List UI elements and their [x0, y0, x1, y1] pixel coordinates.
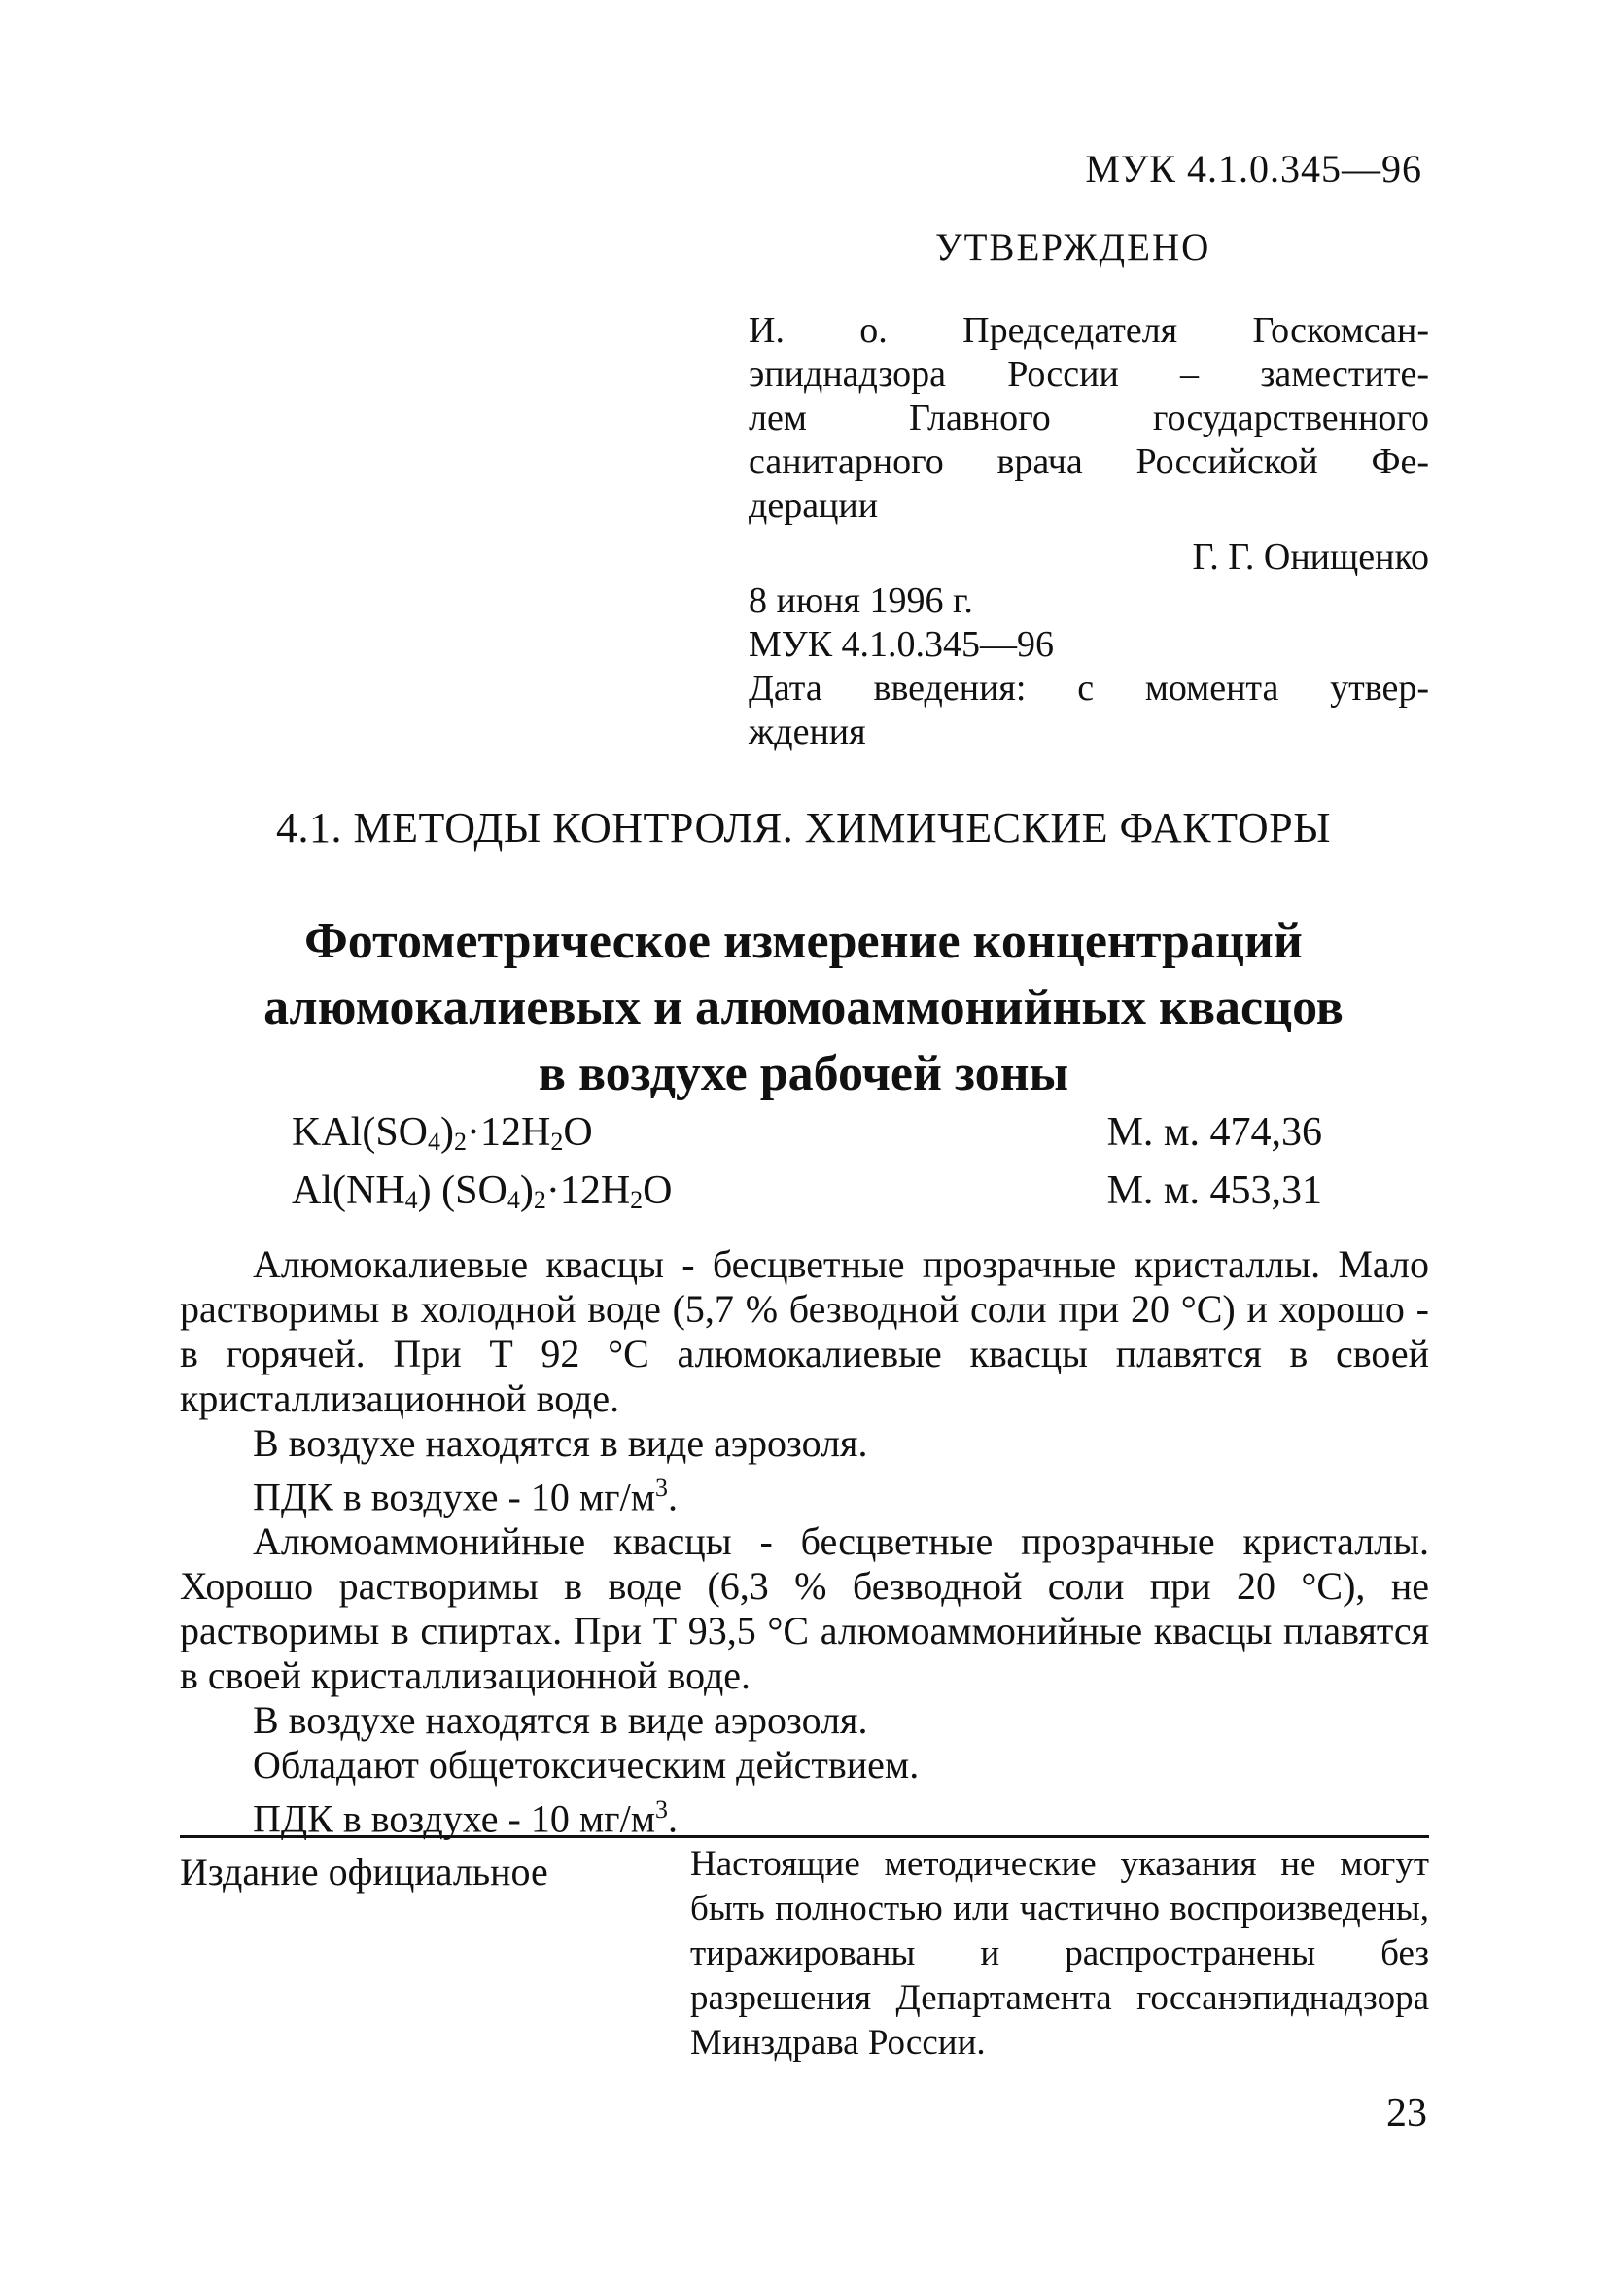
paragraph: В воздухе находятся в виде аэрозоля.	[253, 1698, 868, 1743]
paragraph: Алюмокалиевые квасцы - бесцветные прозрачные кристаллы. Мало растворимы в холодной воде (5,7 % безводной соли при 20 °C) и хорошо - в горячей. При Т 92 °C алюмокалиевые квасцы плавятся в своей кристаллизационной воде.	[180, 1242, 1429, 1420]
formula-row	[292, 1108, 1322, 1166]
approved-label: УТВЕРЖДЕНО	[935, 226, 1211, 268]
signer-name: Г. Г. Онищенко	[1192, 537, 1429, 577]
formula-list	[292, 1108, 1322, 1225]
paragraph: В воздухе находятся в виде аэрозоля.	[253, 1421, 868, 1465]
body-text	[180, 1242, 1429, 1842]
document-code-repeat: МУК 4.1.0.345—96	[749, 624, 1055, 665]
molecular-mass: М. м. 474,36	[1106, 1110, 1322, 1155]
paragraph-pdk: ПДК в воздухе - 10 $мг/м^3$.	[253, 1474, 679, 1519]
approval-date: 8 июня 1996 г.	[749, 580, 973, 621]
paragraph-pdk: ПДК в воздухе - 10 $мг/м^3$.	[253, 1795, 679, 1841]
intro-date-line: Дата введения: с момента утвер-	[749, 668, 1429, 709]
molecular-mass: М. м. 453,31	[1106, 1168, 1322, 1213]
paragraph: Обладают общетоксическим действием.	[253, 1743, 920, 1788]
footer-divider	[180, 1835, 1429, 1838]
section-heading: 4.1. МЕТОДЫ КОНТРОЛЯ. ХИМИЧЕСКИЕ ФАКТОРЫ	[275, 804, 1332, 852]
paragraph: Алюмоаммонийные квасцы - бесцветные прозрачные кристаллы. Хорошо растворимы в воде (6,3 % безводной соли при 20 °C), не растворимы в спиртах. При Т 93,5 °C алюмоаммонийные квасцы плавятся в своей кристаллизационной воде.	[180, 1519, 1429, 1698]
chemical-formula: $Al(NH_4)$ $(SO_4)_2\cdot 12H_2O$	[292, 1168, 673, 1214]
title-line: в воздухе рабочей зоны	[538, 1046, 1069, 1101]
document-code: МУК 4.1.0.345—96	[1085, 147, 1422, 191]
approval-line: И. о. Председателя Госкомсан-	[749, 310, 1429, 351]
formula-row	[292, 1166, 1322, 1225]
approval-line: дерации	[749, 485, 879, 526]
approval-line: эпиднадзора России – заместите-	[749, 354, 1429, 395]
approval-block	[749, 309, 1429, 754]
title-line: Фотометрическое измерение концентраций	[304, 914, 1303, 969]
approval-line: санитарного врача Российской Фе-	[749, 441, 1429, 482]
page-number: 23	[1386, 2091, 1427, 2136]
document-title	[0, 909, 1607, 1107]
approval-line: лем Главного государственного	[749, 398, 1429, 438]
copyright-notice: Настоящие методические указания не могут быть полностью или частично воспроизведены, тиражированы и распространены без разрешения Департамента госсанэпиднадзора Минздрава России.	[690, 1844, 1429, 2063]
title-line: алюмокалиевых и алюмоаммонийных квасцов	[263, 980, 1344, 1035]
edition-label: Издание официальное	[180, 1850, 548, 1894]
intro-date-line: ждения	[749, 712, 866, 752]
chemical-formula: $KAl(SO_4)_2\cdot 12H_2O$	[292, 1110, 593, 1156]
